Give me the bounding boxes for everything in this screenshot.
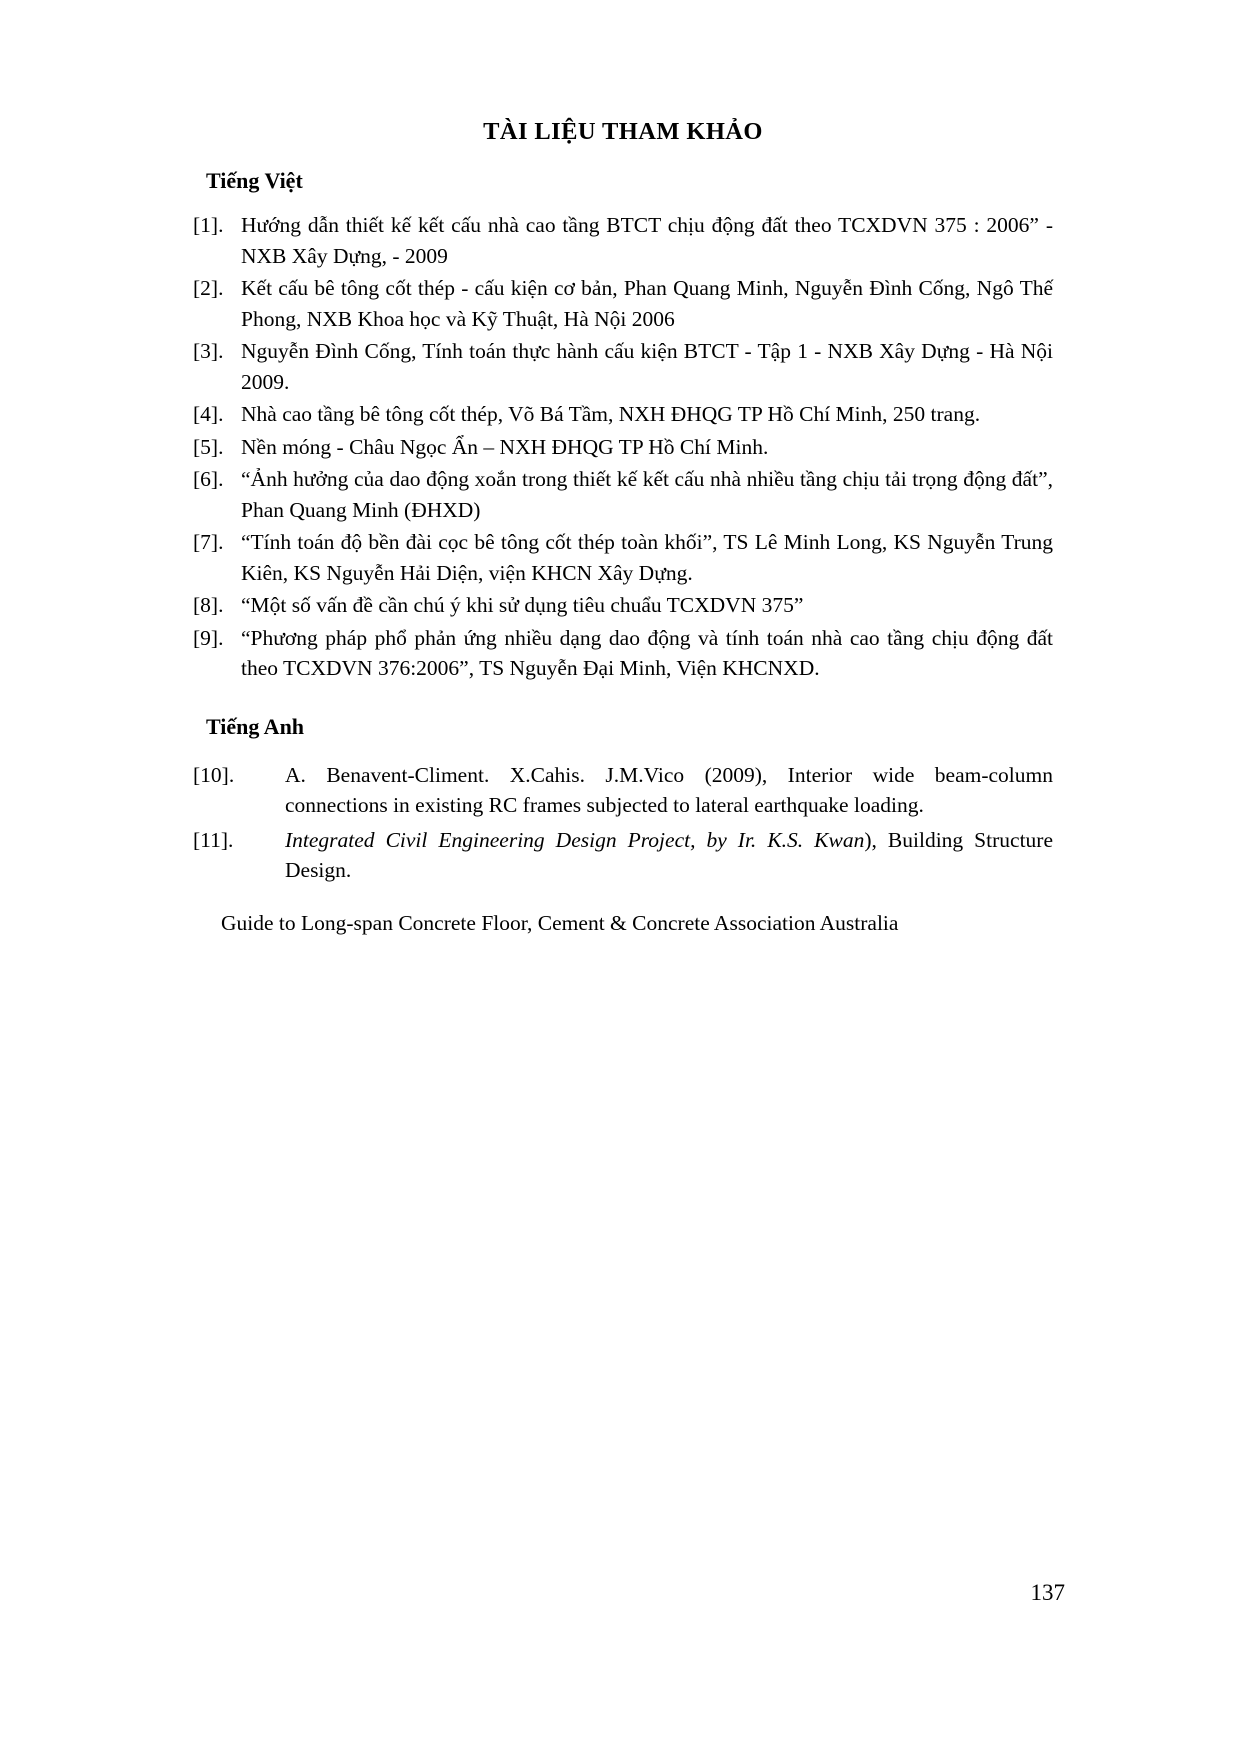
list-item-marker: [6]. bbox=[193, 467, 224, 492]
list-item-marker: [8]. bbox=[193, 593, 224, 618]
page-title: TÀI LIỆU THAM KHẢO bbox=[483, 118, 763, 145]
list-item-text: A. Benavent-Climent. X.Cahis. J.M.Vico (2009), Interior wide beam-column connections in existing RC frames subjected to lateral earthquake loading. bbox=[285, 762, 1053, 818]
reference-list-english bbox=[193, 760, 1053, 886]
list-item-text: “Tính toán độ bền đài cọc bê tông cốt thép toàn khối”, TS Lê Minh Long, KS Nguyễn Trung Kiên, KS Nguyễn Hải Diện, viện KHCN Xây Dựng. bbox=[241, 530, 1053, 585]
list-item bbox=[193, 760, 1053, 821]
list-item bbox=[193, 210, 1053, 271]
list-item bbox=[193, 527, 1053, 588]
list-item bbox=[193, 825, 1053, 886]
section-heading-vietnamese: Tiếng Việt bbox=[206, 168, 303, 193]
list-item bbox=[193, 336, 1053, 397]
list-item-text: Hướng dẫn thiết kế kết cấu nhà cao tầng BTCT chịu động đất theo TCXDVN 375 : 2006” - NXB Xây Dựng, - 2009 bbox=[241, 213, 1053, 268]
list-item-marker: [9]. bbox=[193, 625, 224, 650]
list-item-marker: [11]. bbox=[193, 827, 234, 852]
reference-list-vietnamese bbox=[193, 210, 1053, 684]
list-item-marker: [4]. bbox=[193, 402, 224, 427]
list-item-marker: [3]. bbox=[193, 339, 224, 364]
list-item-marker: [2]. bbox=[193, 276, 224, 301]
list-item-marker: [5]. bbox=[193, 434, 224, 459]
section-heading-english: Tiếng Anh bbox=[206, 713, 305, 739]
list-item-marker: [1]. bbox=[193, 213, 224, 237]
list-item bbox=[193, 464, 1053, 525]
list-item-text: “Ảnh hưởng của dao động xoắn trong thiết kế kết cấu nhà nhiều tầng chịu tải trọng động đất”, Phan Quang Minh (ĐHXD) bbox=[241, 467, 1053, 522]
document-content bbox=[193, 118, 1053, 938]
page-number: 137 bbox=[1030, 1580, 1065, 1605]
trailing-note: Guide to Long-span Concrete Floor, Cement & Concrete Association Australia bbox=[221, 910, 899, 935]
list-item-text: ), Building Structure Design. bbox=[285, 827, 1053, 883]
list-item-marker: [7]. bbox=[193, 530, 224, 555]
list-item-text: “Phương pháp phổ phản ứng nhiều dạng dao động và tính toán nhà cao tầng chịu động đất theo TCXDVN 376:2006”, TS Nguyễn Đại Minh, Viện KHCNXD. bbox=[241, 625, 1053, 681]
list-item bbox=[193, 623, 1053, 684]
list-item-text: Nền móng - Châu Ngọc Ẩn – NXH ĐHQG TP Hồ Chí Minh. bbox=[241, 434, 769, 459]
list-item bbox=[193, 273, 1053, 334]
list-item-text: Kết cấu bê tông cốt thép - cấu kiện cơ bản, Phan Quang Minh, Nguyễn Đình Cống, Ngô Thế Phong, NXB Khoa học và Kỹ Thuật, Hà Nội 2006 bbox=[241, 276, 1053, 331]
list-item bbox=[193, 399, 1053, 430]
list-item-text: Nhà cao tầng bê tông cốt thép, Võ Bá Tầm, NXH ĐHQG TP Hồ Chí Minh, 250 trang. bbox=[241, 402, 981, 427]
list-item-marker: [10]. bbox=[193, 762, 235, 787]
list-item-text-italic: Integrated Civil Engineering Design Project, by Ir. K.S. Kwan bbox=[285, 827, 865, 852]
list-item-text: “Một số vấn đề cần chú ý khi sử dụng tiêu chuẩu TCXDVN 375” bbox=[241, 593, 804, 618]
list-item bbox=[193, 590, 1053, 621]
list-item bbox=[193, 432, 1053, 463]
list-item-text: Nguyễn Đình Cống, Tính toán thực hành cấu kiện BTCT - Tập 1 - NXB Xây Dựng - Hà Nội 2009. bbox=[241, 339, 1053, 394]
